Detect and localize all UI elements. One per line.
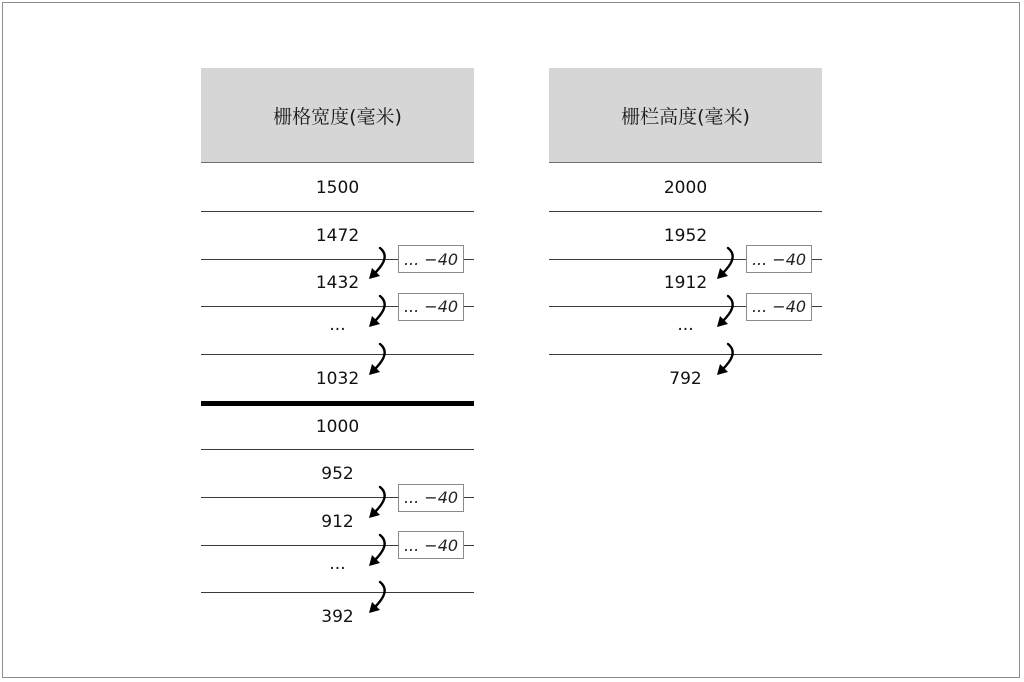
step-note: ... −40 xyxy=(398,293,464,321)
row-value: 912 xyxy=(321,511,354,532)
row-divider xyxy=(549,354,822,355)
step-arrow-icon xyxy=(716,342,742,380)
table-header: 栅格宽度(毫米) xyxy=(201,68,474,163)
row-divider xyxy=(201,592,474,593)
step-arrow-icon xyxy=(368,485,394,523)
note-connector xyxy=(464,545,473,546)
note-connector xyxy=(464,497,473,498)
row-divider xyxy=(201,449,474,450)
row-divider xyxy=(549,211,822,212)
step-note: ... −40 xyxy=(398,245,464,273)
row-divider xyxy=(201,354,474,355)
step-arrow-icon xyxy=(716,246,742,284)
note-connector xyxy=(464,306,473,307)
ellipsis-value: ... xyxy=(329,553,346,574)
note-connector xyxy=(812,259,821,260)
step-arrow-icon xyxy=(368,294,394,332)
diagram-frame xyxy=(2,2,1020,678)
row-value: 1912 xyxy=(663,273,708,294)
row-value: 1432 xyxy=(315,273,360,294)
row-value: 1032 xyxy=(315,368,360,389)
table-header: 栅栏高度(毫米) xyxy=(549,68,822,163)
note-connector xyxy=(812,306,821,307)
row-value: 2000 xyxy=(663,178,708,198)
ellipsis-value: ... xyxy=(329,315,346,336)
row-value: 1952 xyxy=(663,225,708,246)
row-value: 792 xyxy=(669,368,702,389)
step-note: ... −40 xyxy=(746,293,812,321)
row-value: 392 xyxy=(321,607,354,628)
row-value: 1472 xyxy=(315,225,360,246)
step-arrow-icon xyxy=(716,294,742,332)
step-arrow-icon xyxy=(368,246,394,284)
group-divider xyxy=(201,401,474,406)
row-value: 952 xyxy=(321,464,354,485)
row-value: 1000 xyxy=(315,416,360,437)
step-arrow-icon xyxy=(368,580,394,618)
row-divider xyxy=(201,211,474,212)
step-note: ... −40 xyxy=(746,245,812,273)
step-note: ... −40 xyxy=(398,531,464,559)
step-arrow-icon xyxy=(368,342,394,380)
step-note: ... −40 xyxy=(398,484,464,512)
note-connector xyxy=(464,259,473,260)
step-arrow-icon xyxy=(368,533,394,571)
row-value: 1500 xyxy=(315,178,360,198)
ellipsis-value: ... xyxy=(677,315,694,336)
